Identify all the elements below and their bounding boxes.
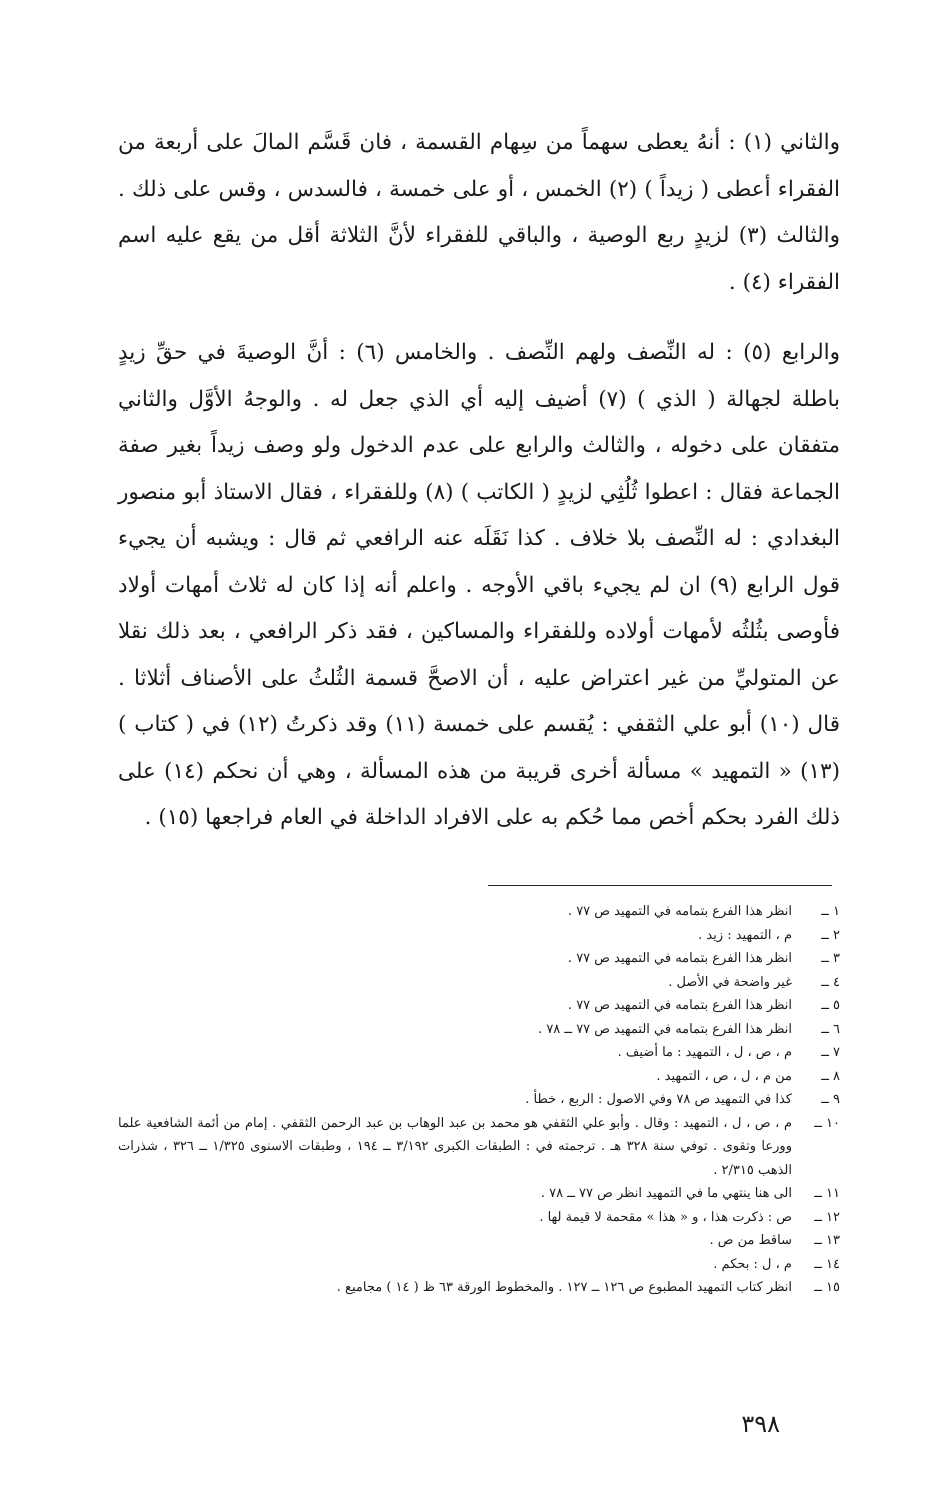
footnote [118,1253,840,1277]
footnote [118,1206,840,1230]
footnote-text: انظر هذا الفرع بتمامه في التمهيد ص ٧٧ ــ ٧٨ . [538,1021,792,1037]
footnote-number: ٩ ــ [821,1092,840,1107]
footnote-text: انظر هذا الفرع بتمامه في التمهيد ص ٧٧ . [567,951,792,966]
footnote [118,1088,840,1112]
footnote-text: من م ، ل ، ص ، التمهيد . [656,1068,792,1084]
footnote [118,1276,840,1300]
footnote-number: ١٣ ــ [814,1233,840,1248]
footnote [118,1229,840,1253]
footnote-text: ص : ذكرت هذا ، و « هذا » مقحمة لا قيمة لها . [539,1209,792,1225]
footnote-number: ١١ ــ [814,1186,840,1201]
footnote-separator [488,885,832,886]
footnote-text: ساقط من ص . [709,1233,792,1248]
footnote-number: ١٢ ــ [814,1209,840,1225]
footnote-text: انظر هذا الفرع بتمامه في التمهيد ص ٧٧ . [567,904,792,919]
footnote [118,1182,840,1206]
footnote-number: ٧ ــ [821,1045,840,1060]
footnote-text: م ، ص ، ل ، التمهيد : ما أضيف . [617,1045,792,1060]
footnote [118,994,840,1018]
footnote [118,900,840,924]
footnote-number: ٣ ــ [821,951,840,966]
footnote-number: ٦ ــ [821,1021,840,1037]
footnote-number: ٢ ــ [821,927,840,943]
footnote-text: كذا في التمهيد ص ٧٨ وفي الاصول : الربع ، خطأ . [525,1092,792,1107]
footnote [118,924,840,948]
footnote-number: ٨ ــ [821,1068,840,1084]
footnote-text: م ، التمهيد : زيد . [698,927,792,943]
body-paragraph-1: والثاني (١) : أنهُ يعطى سهماً من سِهام القسمة ، فان قَسَّم المالَ على أربعة من الفقراء أعطى ( زيداً ) (٢) الخمس ، أو على خمسة ، فالسدس ، وقس على ذلك . والثالث (٣) لزيدٍ ربع الوصية ، والباقي للفقراء لأنَّ الثلاثة أقل من يقع عليه اسم الفقراء (٤) . [118,130,840,295]
footnote [118,1112,840,1183]
footnote-text: م ، ل : بحكم . [713,1256,792,1272]
footnote [118,971,840,995]
footnote [118,1041,840,1065]
footnote [118,1065,840,1089]
footnote-number: ١ ــ [821,904,840,919]
footnote-number: ١٤ ــ [814,1256,840,1272]
footnote-text: انظر هذا الفرع بتمامه في التمهيد ص ٧٧ . [567,998,792,1013]
footnote-number: ٥ ــ [821,998,840,1013]
footnote [118,1018,840,1042]
page-number: ٣٩٨ [741,1410,780,1438]
footnotes-list [118,900,840,1300]
footnote-text: م ، ص ، ل ، التمهيد : وقال . وأبو علي الثقفي هو محمد بن عبد الوهاب بن عبد الرحمن الثقفي . إمام من أئمة الشافعية علما وورعا وتقوى . توفي سنة ٣٢٨ هـ . ترجمته في : الطبقات الكبرى ٣/١٩٢ ــ ١٩٤ ، وطبقات الاسنوى ١/٣٢٥ ــ ٣٢٦ ، شذرات الذهب ٢/٣١٥ . [118,1115,792,1178]
footnote-text: انظر كتاب التمهيد المطبوع ص ١٢٦ ــ ١٢٧ . والمخطوط الورقة ٦٣ ظ ( ١٤ ) مجاميع . [336,1280,792,1295]
footnote-number: ١٠ ــ [814,1115,840,1131]
footnote-number: ٤ ــ [821,974,840,990]
body-paragraph-2: والرابع (٥) : له النِّصف ولهم النِّصف . والخامس (٦) : أنَّ الوصيةَ في حقِّ زيدٍ باطلة لجهالة ( الذي ) (٧) أضيف إليه أي الذي جعل له . والوجهُ الأوَّل والثاني متفقان على دخوله ، والثالث والرابع على عدم الدخول ولو وصف زيداً بغير صفة الجماعة فقال : اعطوا ثُلُثِي لزيدٍ ( الكاتب ) (٨) وللفقراء ، فقال الاستاذ أبو منصور البغدادي : له النِّصف بلا خلاف . كذا نَقَلَه عنه الرافعي ثم قال : ويشبه أن يجيء قول الرابع (٩) ان لم يجيء باقي الأوجه . واعلم أنه إذا كان له ثلاث أمهات أولاد فأوصى بثُلثُه لأمهات أولاده وللفقراء والمساكين ، فقد ذكر الرافعي ، بعد ذلك نقلا عن المتوليِّ من غير اعتراض عليه ، أن الاصحَّ قسمة الثُلثُ على الأصناف أثلاثا . قال (١٠) أبو علي الثقفي : يُقسم على خمسة (١١) وقد ذكرتُ (١٢) في ( كتاب ) (١٣) « التمهيد » مسألة أخرى قريبة من هذه المسألة ، وهي أن نحكم (١٤) على ذلك الفرد بحكم أخص مما حُكم به على الافراد الداخلة في العام فراجعها (١٥) . [118,340,841,830]
footnote-number: ١٥ ــ [814,1280,840,1295]
footnote-text: الى هنا ينتهي ما في التمهيد انظر ص ٧٧ ــ ٧٨ . [540,1186,792,1201]
footnote [118,947,840,971]
footnote-text: غير واضحة في الأصل . [668,974,792,990]
